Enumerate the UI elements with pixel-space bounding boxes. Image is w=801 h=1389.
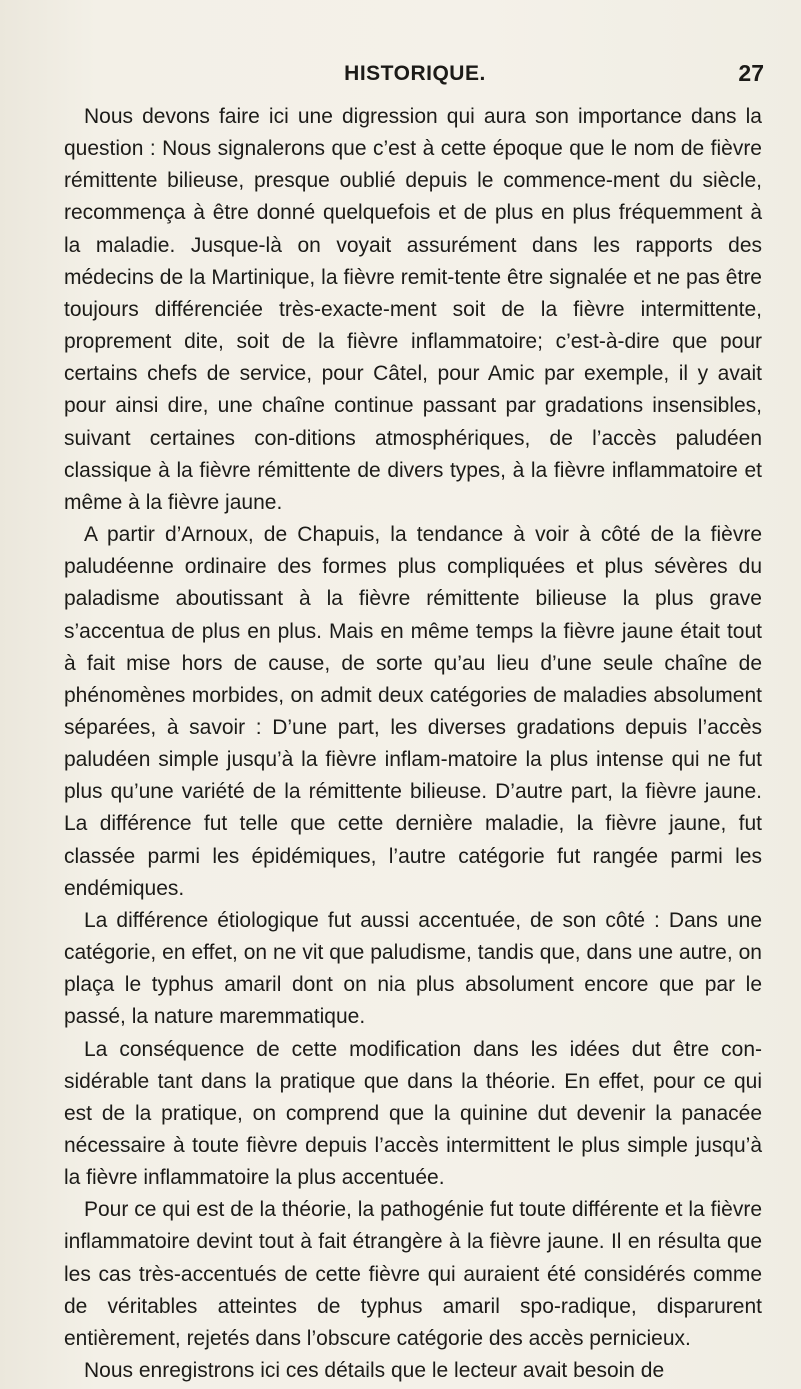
paragraph-continued: Nous enregistrons ici ces détails que le lecteur avait besoin de xyxy=(84,1359,665,1383)
paragraph: La différence étiologique fut aussi accentuée, de son côté : Dans une catégorie, en effet, on ne vit que paludisme, tandis que, dans une autre, on plaça le typhus amaril dont on nia plus absolument encore que par le passé, la nature maremmatique. xyxy=(64,908,762,1029)
paragraph: A partir d’Arnoux, de Chapuis, la tendance à voir à côté de la fièvre paludéenne ordinaire des formes plus compliquées et plus sévères du paladisme aboutissant à la fièvre rémittente bilieuse la plus grave s’accentua de plus en plus. Mais en même temps la fièvre jaune était tout à fait mise hors de cause, de sorte qu’au lieu d’une seule chaîne de phénomènes morbides, on admit deux catégories de maladies absolument séparées, à savoir : D’une part, les diverses gradations depuis l’accès paludéen simple jusqu’à la fièvre inflam-matoire la plus intense qui ne fut plus qu’une variété de la rémittente bilieuse. D’autre part, la fièvre jaune. La différence fut telle que cette dernière maladie, la fièvre jaune, fut classée parmi les épidémiques, l’autre catégorie fut rangée parmi les endémiques. xyxy=(64,523,762,900)
paragraph: Nous devons faire ici une digression qui aura son importance dans la question : Nous signalerons que c’est à cette époque que le nom de fièvre rémittente bilieuse, presque oublié depuis le commence-ment du siècle, recommença à être donné quelquefois et de plus en plus fréquemment à la maladie. Jusque-là on voyait assurément dans les rapports des médecins de la Martinique, la fièvre remit-tente être signalée et ne pas être toujours différenciée très-exacte-ment soit de la fièvre intermittente, proprement dite, soit de la fièvre inflammatoire; c’est-à-dire que pour certains chefs de service, pour Câtel, pour Amic par exemple, il y avait pour ainsi dire, une chaîne continue passant par gradations insensibles, suivant certaines con-ditions atmosphériques, de l’accès paludéen classique à la fièvre rémittente de divers types, à la fièvre inflammatoire et même à la fièvre jaune. xyxy=(64,105,762,514)
running-title: HISTORIQUE. xyxy=(344,62,486,85)
paragraph: Pour ce qui est de la théorie, la pathogénie fut toute différente et la fièvre inflammatoire devint tout à fait étrangère à la fièvre jaune. Il en résulta que les cas très-accentués de cette fièvre qui auraient été considérés comme de véritables atteintes de typhus amaril spo-radique, disparurent entièrement, rejetés dans l’obscure catégorie des accès pernicieux. xyxy=(64,1198,762,1350)
page-header xyxy=(66,62,764,92)
page-number: 27 xyxy=(738,60,764,86)
paragraph: La conséquence de cette modification dans les idées dut être con-sidérable tant dans la pratique que dans la théorie. En effet, pour ce qui est de la pratique, on comprend que la quinine dut devenir la panacée nécessaire à toute fièvre depuis l’accès intermittent le plus simple jusqu’à la fièvre inflammatoire la plus accentuée. xyxy=(64,1037,762,1190)
body-text xyxy=(64,101,762,1387)
